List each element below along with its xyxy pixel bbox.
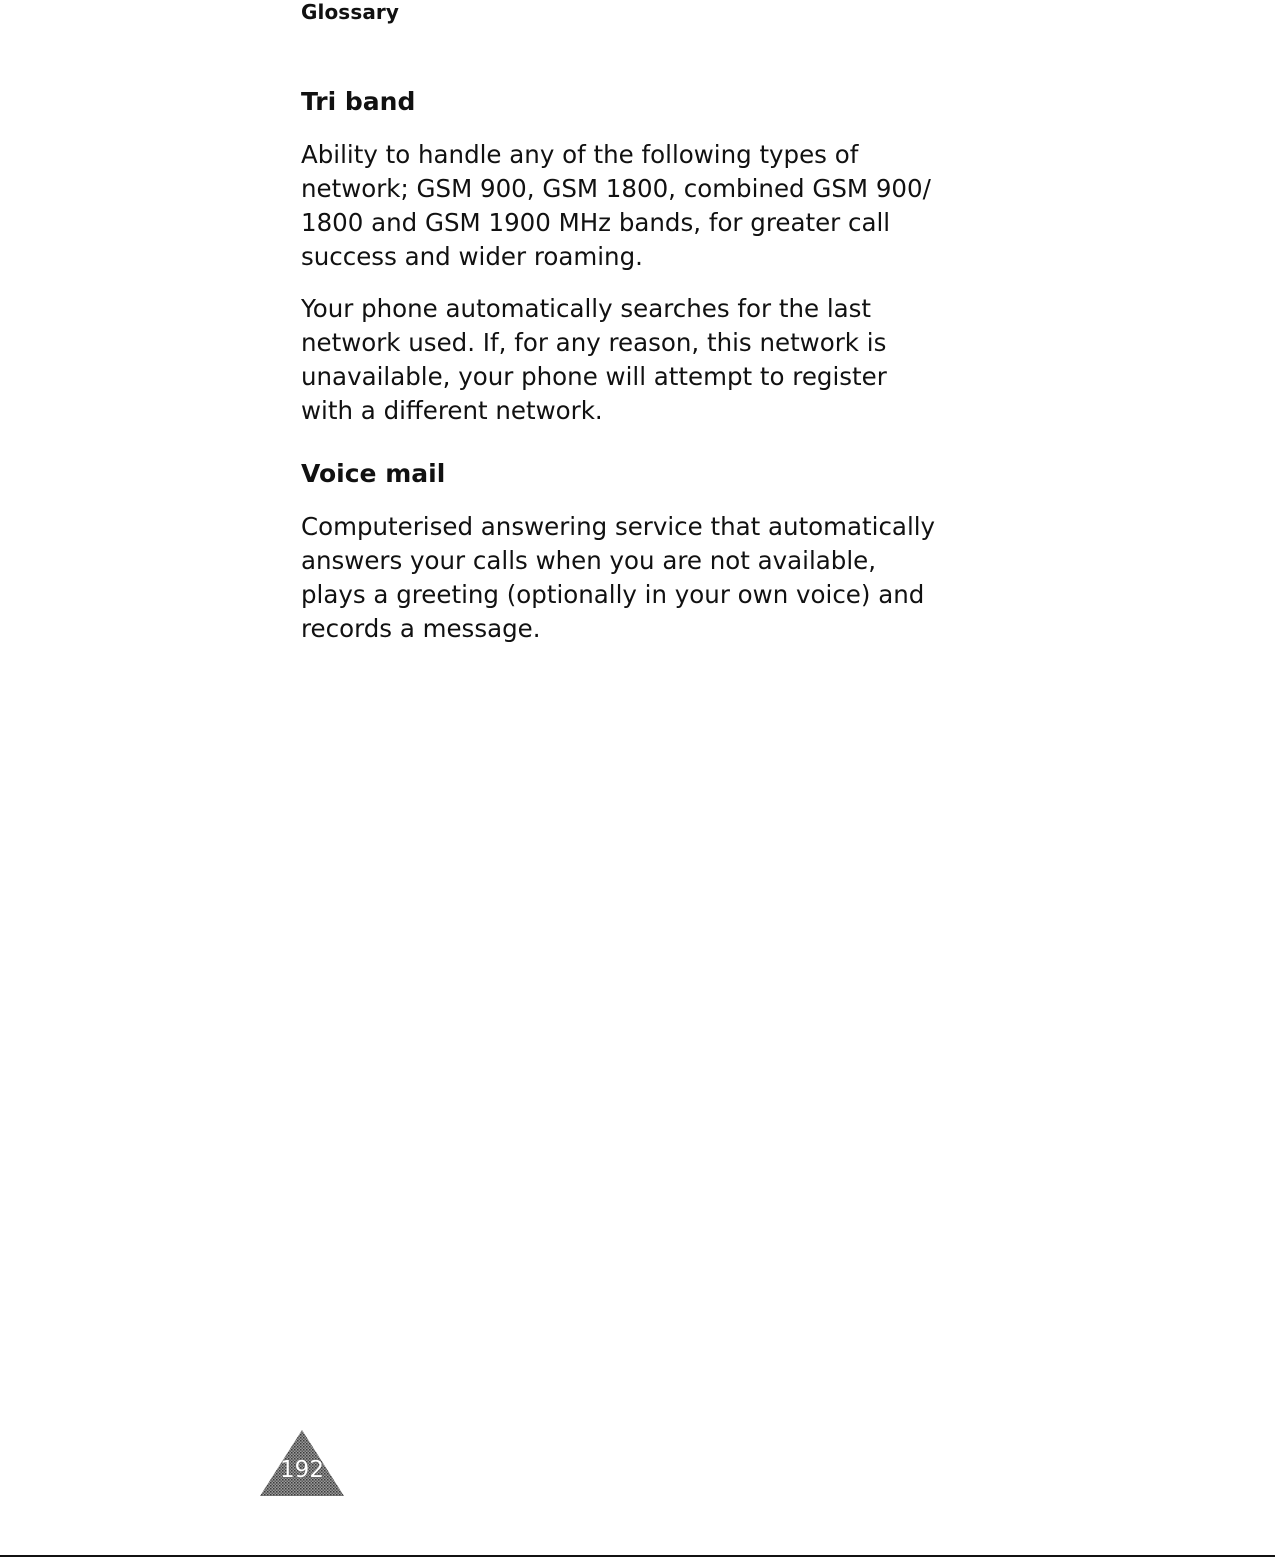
glossary-entry-tri-band — [301, 84, 991, 428]
page-number: 192 — [280, 1457, 324, 1483]
page-number-badge — [258, 1428, 346, 1498]
running-header: Glossary — [301, 0, 400, 24]
bottom-divider — [0, 1555, 1275, 1557]
entry-paragraph: Your phone automatically searches for the last network used. If, for any reason, this network is unavailable, your phone will attempt to register with a different network. — [301, 294, 887, 425]
glossary-content — [301, 84, 991, 664]
entry-term: Voice mail — [301, 459, 446, 488]
entry-paragraph: Computerised answering service that automatically answers your calls when you are not available, plays a greeting (optionally in your own voice) and records a message. — [301, 512, 936, 643]
glossary-entry-voice-mail — [301, 456, 991, 646]
entry-paragraph: Ability to handle any of the following types of network; GSM 900, GSM 1800, combined GSM 900/ 1800 and GSM 1900 MHz bands, for greater call success and wider roaming. — [301, 140, 931, 271]
entry-term: Tri band — [301, 87, 416, 116]
